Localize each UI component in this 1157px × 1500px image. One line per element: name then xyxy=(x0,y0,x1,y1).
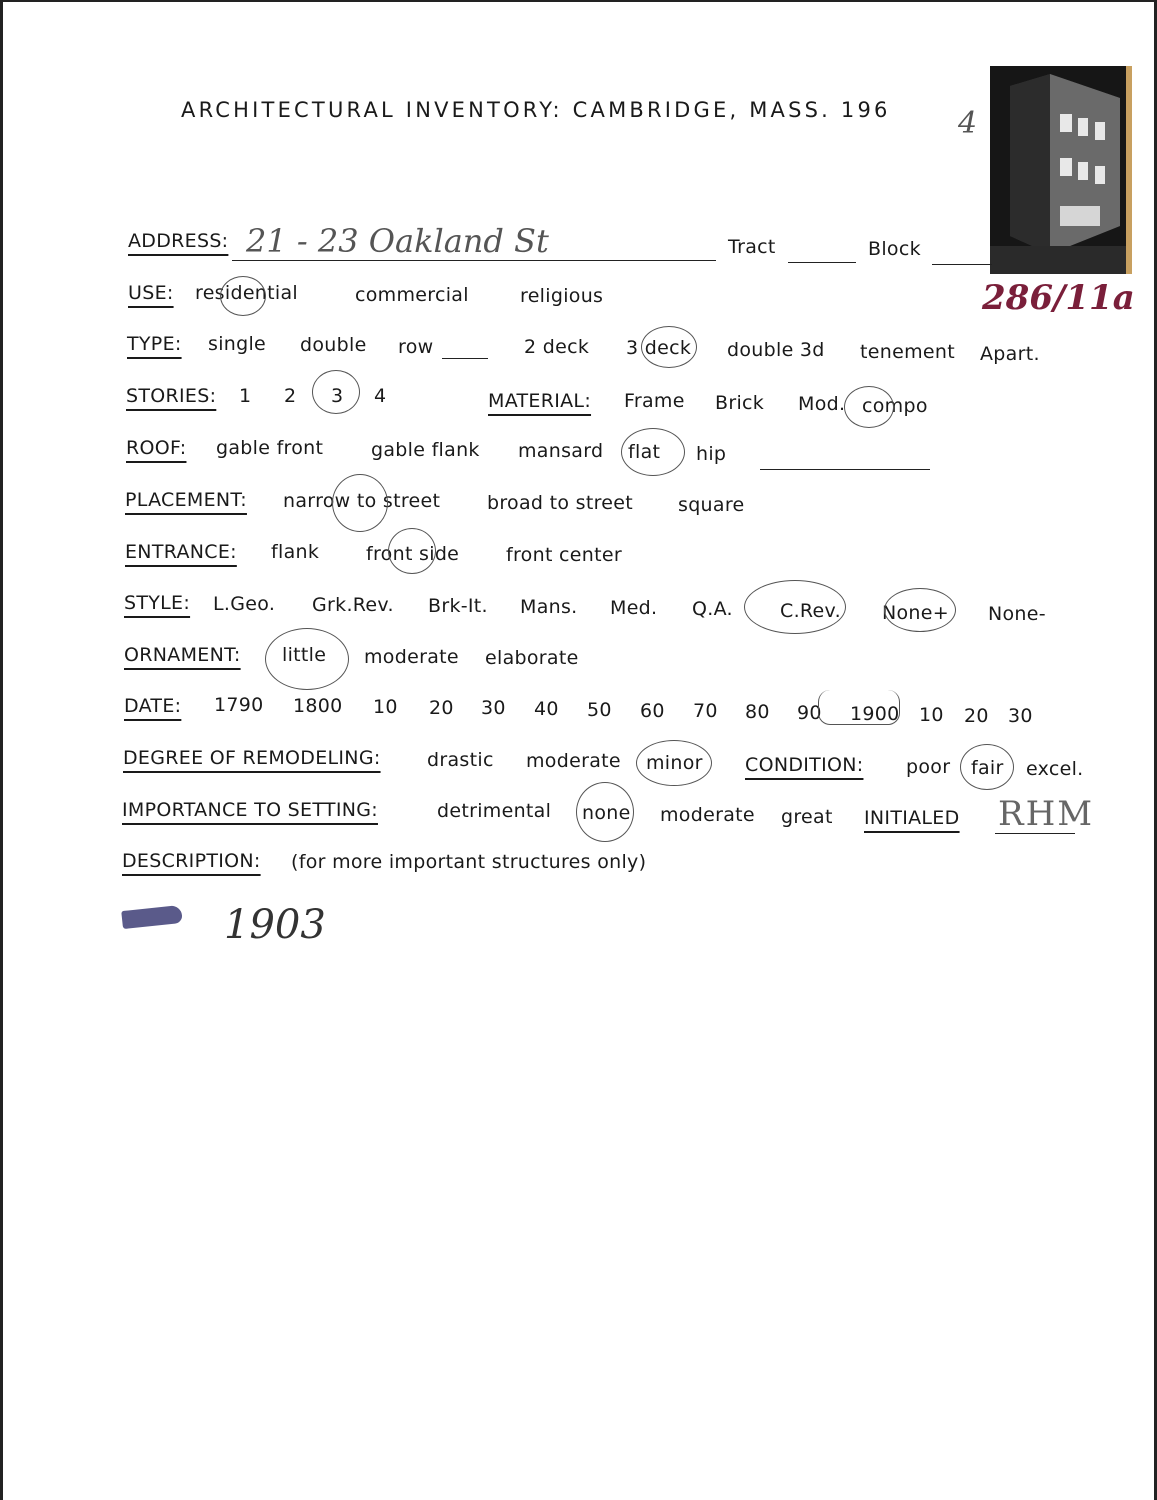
stories-label: STORIES: xyxy=(126,385,217,407)
roof-option: gable front xyxy=(216,437,324,459)
date-option: 1790 xyxy=(214,694,264,716)
building-photo xyxy=(990,66,1132,274)
date-option: 1900 xyxy=(850,703,900,725)
description-label: DESCRIPTION: xyxy=(122,850,261,872)
selection-circle xyxy=(844,386,894,428)
roof-row-line xyxy=(760,469,930,470)
entrance-option: flank xyxy=(271,541,320,563)
year-suffix: 4 xyxy=(958,106,978,141)
selection-circle xyxy=(576,782,634,842)
entrance-option: front side xyxy=(366,543,460,565)
marker-stroke xyxy=(121,905,183,929)
type-row-line xyxy=(442,358,488,359)
material-option: compo xyxy=(862,395,928,417)
condition-option: excel. xyxy=(1026,758,1084,780)
selection-circle xyxy=(332,474,388,532)
use-option: religious xyxy=(520,285,604,307)
date-option: 90 xyxy=(797,702,822,724)
date-label: DATE: xyxy=(124,695,182,717)
type-option: Apart. xyxy=(980,343,1040,365)
stories-option: 1 xyxy=(239,385,252,407)
stories-option: 4 xyxy=(374,385,387,407)
date-option: 10 xyxy=(373,696,398,718)
remodeling-option: drastic xyxy=(427,749,494,771)
condition-label: CONDITION: xyxy=(745,754,864,776)
roof-option: hip xyxy=(696,443,727,465)
selection-circle xyxy=(960,744,1014,790)
roof-label: ROOF: xyxy=(126,437,187,459)
placement-option: square xyxy=(678,494,745,516)
roof-option: gable flank xyxy=(371,439,480,461)
date-option: 80 xyxy=(745,701,770,723)
left-border xyxy=(0,0,3,1500)
selection-circle xyxy=(312,370,360,414)
stories-option: 3 xyxy=(331,385,344,407)
selection-circle xyxy=(388,528,436,574)
date-option: 30 xyxy=(1008,705,1033,727)
material-label: MATERIAL: xyxy=(488,390,592,412)
type-option: 2 deck xyxy=(524,336,590,358)
style-option: C.Rev. xyxy=(780,600,841,622)
style-option: Mans. xyxy=(520,596,578,618)
material-option: Frame xyxy=(624,390,685,412)
handwritten-date: 1903 xyxy=(224,902,326,948)
selection-circle xyxy=(621,428,685,476)
entrance-label: ENTRANCE: xyxy=(125,541,237,563)
entrance-option: front center xyxy=(506,544,622,566)
material-option: Mod. xyxy=(798,393,846,415)
style-option: None- xyxy=(988,603,1046,625)
roof-option: flat xyxy=(628,441,661,463)
use-label: USE: xyxy=(128,282,174,304)
date-option: 70 xyxy=(693,700,718,722)
material-option: Brick xyxy=(715,392,765,414)
selection-circle xyxy=(636,740,712,786)
importance-option: great xyxy=(781,806,833,828)
ornament-option: elaborate xyxy=(485,647,579,669)
importance-option: detrimental xyxy=(437,800,552,822)
block-line xyxy=(932,264,992,265)
style-option: L.Geo. xyxy=(213,593,276,615)
type-option: 3 deck xyxy=(626,337,692,359)
style-option: Q.A. xyxy=(692,598,733,620)
tract-label: Tract xyxy=(728,236,776,258)
style-option: Brk-It. xyxy=(428,595,488,617)
date-option: 60 xyxy=(640,700,665,722)
top-border xyxy=(0,0,1157,2)
style-option: Grk.Rev. xyxy=(312,594,394,616)
importance-option: none xyxy=(582,802,631,824)
condition-option: poor xyxy=(906,756,951,778)
initialed-line xyxy=(995,833,1075,834)
ornament-option: moderate xyxy=(364,646,459,668)
use-option: commercial xyxy=(355,284,469,306)
date-option: 40 xyxy=(534,698,559,720)
date-option: 20 xyxy=(429,697,454,719)
style-option: None+ xyxy=(882,602,949,624)
initialed-label: INITIALED xyxy=(864,807,960,829)
date-option: 20 xyxy=(964,705,989,727)
type-option: row xyxy=(398,336,434,358)
ornament-option: little xyxy=(282,644,327,666)
date-option: 1800 xyxy=(293,695,343,717)
importance-label: IMPORTANCE TO SETTING: xyxy=(122,799,378,821)
roof-option: mansard xyxy=(518,440,604,462)
style-label: STYLE: xyxy=(124,592,191,614)
type-label: TYPE: xyxy=(127,333,182,355)
condition-option: fair xyxy=(971,757,1004,779)
date-option: 30 xyxy=(481,697,506,719)
date-option: 10 xyxy=(919,704,944,726)
selection-circle xyxy=(744,580,846,634)
date-option: 50 xyxy=(587,699,612,721)
type-option: double 3d xyxy=(727,339,825,361)
use-option: residential xyxy=(195,282,299,304)
selection-bracket xyxy=(818,690,900,725)
address-label: ADDRESS: xyxy=(128,230,229,252)
selection-circle xyxy=(884,588,956,632)
reference-number: 286/11a xyxy=(982,278,1135,318)
stories-option: 2 xyxy=(284,385,297,407)
placement-option: narrow to street xyxy=(283,490,441,512)
selection-circle xyxy=(265,628,349,690)
remodeling-option: moderate xyxy=(526,750,621,772)
remodeling-option: minor xyxy=(646,752,703,774)
placement-option: broad to street xyxy=(487,492,634,514)
selection-circle xyxy=(641,326,697,368)
importance-option: moderate xyxy=(660,804,755,826)
tract-line xyxy=(788,262,856,263)
form-title: ARCHITECTURAL INVENTORY: CAMBRIDGE, MASS. 196 xyxy=(181,98,891,122)
address-line xyxy=(232,260,716,261)
type-option: tenement xyxy=(860,341,955,363)
style-option: Med. xyxy=(610,597,658,619)
address-value: 21 - 23 Oakland St xyxy=(246,222,549,260)
remodeling-label: DEGREE OF REMODELING: xyxy=(123,747,381,769)
ornament-label: ORNAMENT: xyxy=(124,644,241,666)
initialed-value: RHM xyxy=(998,794,1095,834)
type-option: double xyxy=(300,334,367,356)
selection-circle xyxy=(220,276,266,316)
type-option: single xyxy=(208,333,267,355)
description-note: (for more important structures only) xyxy=(291,851,647,873)
block-label: Block xyxy=(868,238,921,260)
placement-label: PLACEMENT: xyxy=(125,489,247,511)
